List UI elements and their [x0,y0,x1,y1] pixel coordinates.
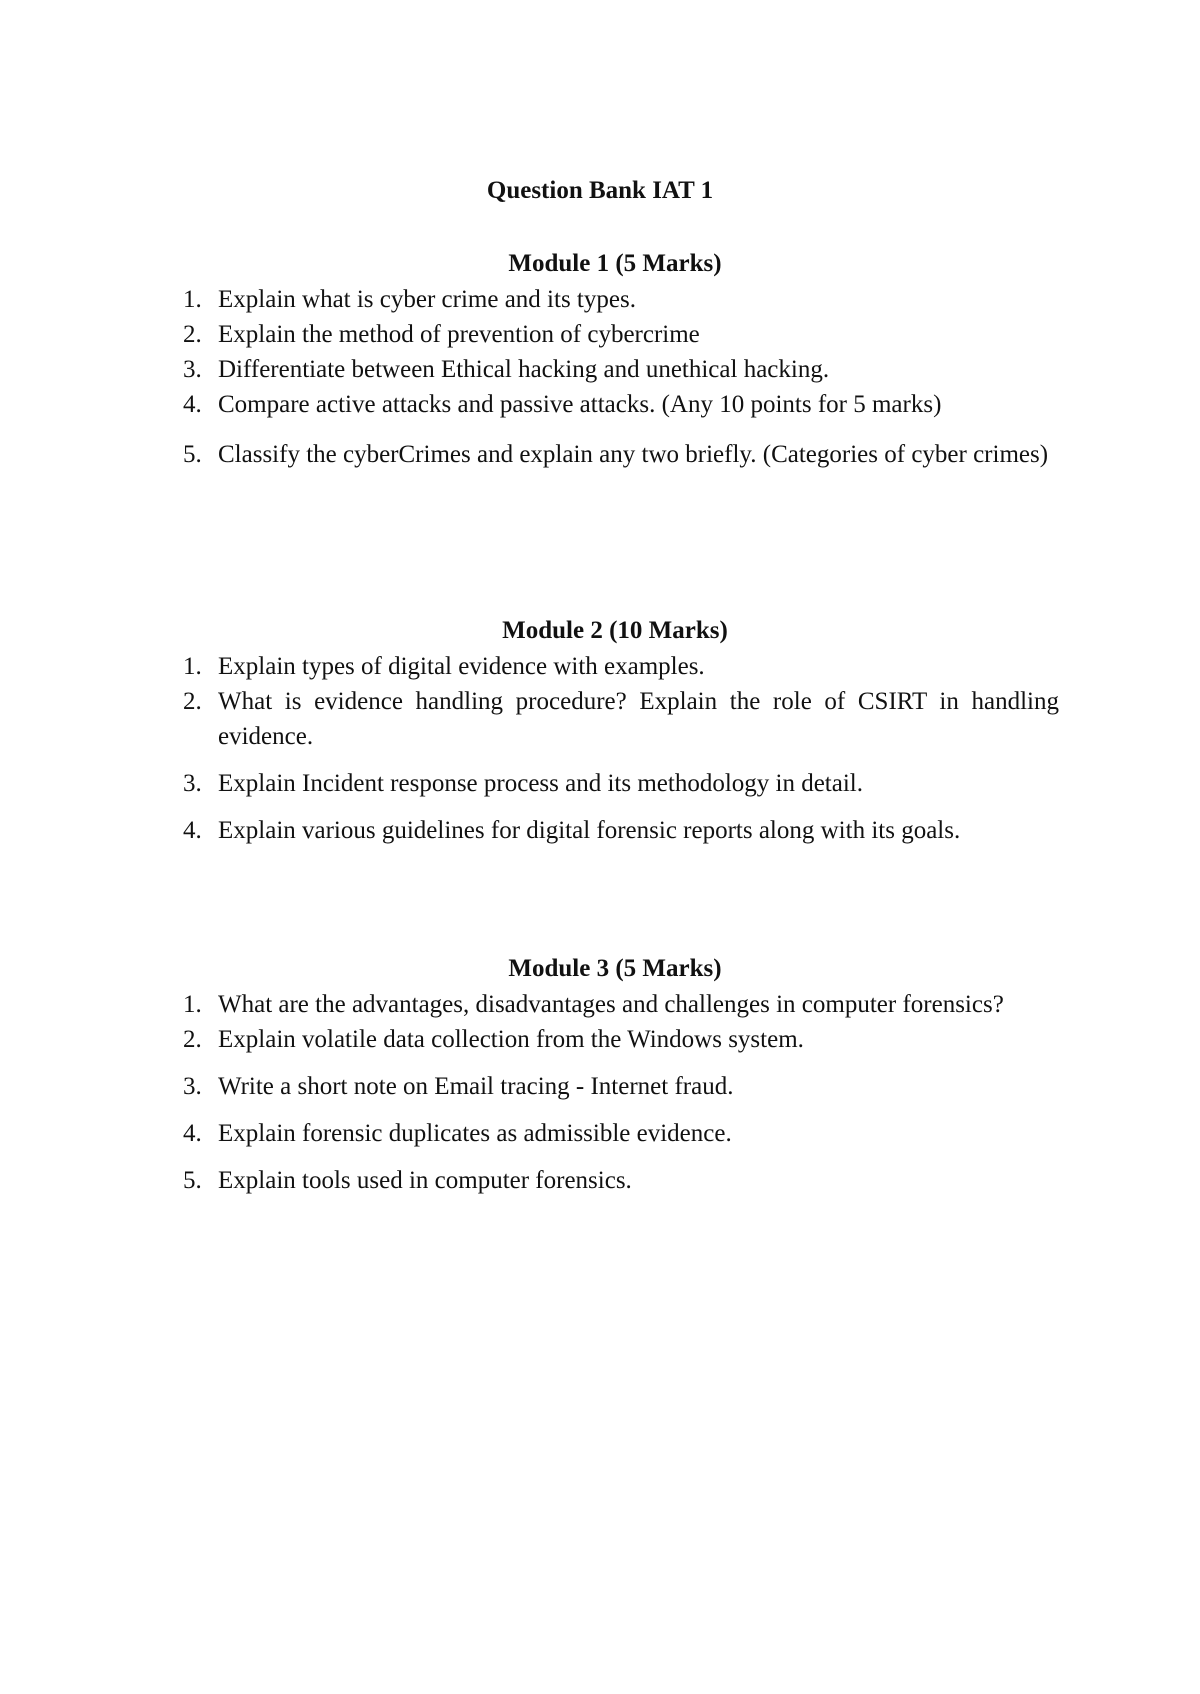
question-item [171,649,1059,684]
question-text: Explain types of digital evidence with examples. [218,653,705,680]
question-item [171,1163,1059,1198]
question-number: 5. [183,441,202,468]
question-text: Differentiate between Ethical hacking and unethical hacking. [218,356,830,383]
module-1-heading: Module 1 (5 Marks) [508,250,722,277]
module-2-section [171,613,1059,848]
module-3-question-list [171,987,1059,1198]
question-item [171,387,1059,422]
question-text: Explain what is cyber crime and its types. [218,286,636,313]
question-number: 2. [183,688,202,715]
module-2-question-list [171,649,1059,848]
question-item [171,317,1059,352]
module-2-heading: Module 2 (10 Marks) [502,617,728,644]
question-number: 2. [183,1026,202,1053]
question-text: Explain volatile data collection from the Windows system. [218,1026,804,1053]
question-text: Write a short note on Email tracing - Internet fraud. [218,1073,734,1100]
question-number: 4. [183,817,202,844]
question-number: 3. [183,1073,202,1100]
question-item [171,437,1059,472]
question-number: 3. [183,770,202,797]
question-text: Explain tools used in computer forensics. [218,1167,632,1194]
question-item [171,352,1059,387]
question-text: Compare active attacks and passive attacks. (Any 10 points for 5 marks) [218,391,942,418]
question-item [171,766,1059,801]
module-3-heading: Module 3 (5 Marks) [508,955,722,982]
question-item [171,1116,1059,1151]
document-title: Question Bank IAT 1 [486,177,714,204]
question-text: Explain forensic duplicates as admissible evidence. [218,1120,732,1147]
question-text: Explain various guidelines for digital forensic reports along with its goals. [218,817,961,844]
question-number: 1. [183,991,202,1018]
question-item [171,813,1059,848]
question-text: Explain Incident response process and its methodology in detail. [218,770,863,797]
question-number: 1. [183,286,202,313]
question-number: 1. [183,653,202,680]
module-1-question-list [171,282,1059,472]
question-item [171,282,1059,317]
question-number: 5. [183,1167,202,1194]
module-3-section [171,951,1059,1198]
question-item [171,1022,1059,1057]
module-1-section [171,246,1059,472]
question-item [171,1069,1059,1104]
question-number: 4. [183,391,202,418]
question-number: 3. [183,356,202,383]
question-text: What are the advantages, disadvantages and challenges in computer forensics? [218,991,1004,1018]
question-number: 4. [183,1120,202,1147]
question-text: What is evidence handling procedure? Explain the role of CSIRT in handling evidence. [218,688,1059,750]
question-text: Classify the cyberCrimes and explain any two briefly. (Categories of cyber crimes) [218,441,1049,468]
question-item [171,684,1059,754]
question-item [171,987,1059,1022]
question-text: Explain the method of prevention of cybercrime [218,321,700,348]
question-number: 2. [183,321,202,348]
